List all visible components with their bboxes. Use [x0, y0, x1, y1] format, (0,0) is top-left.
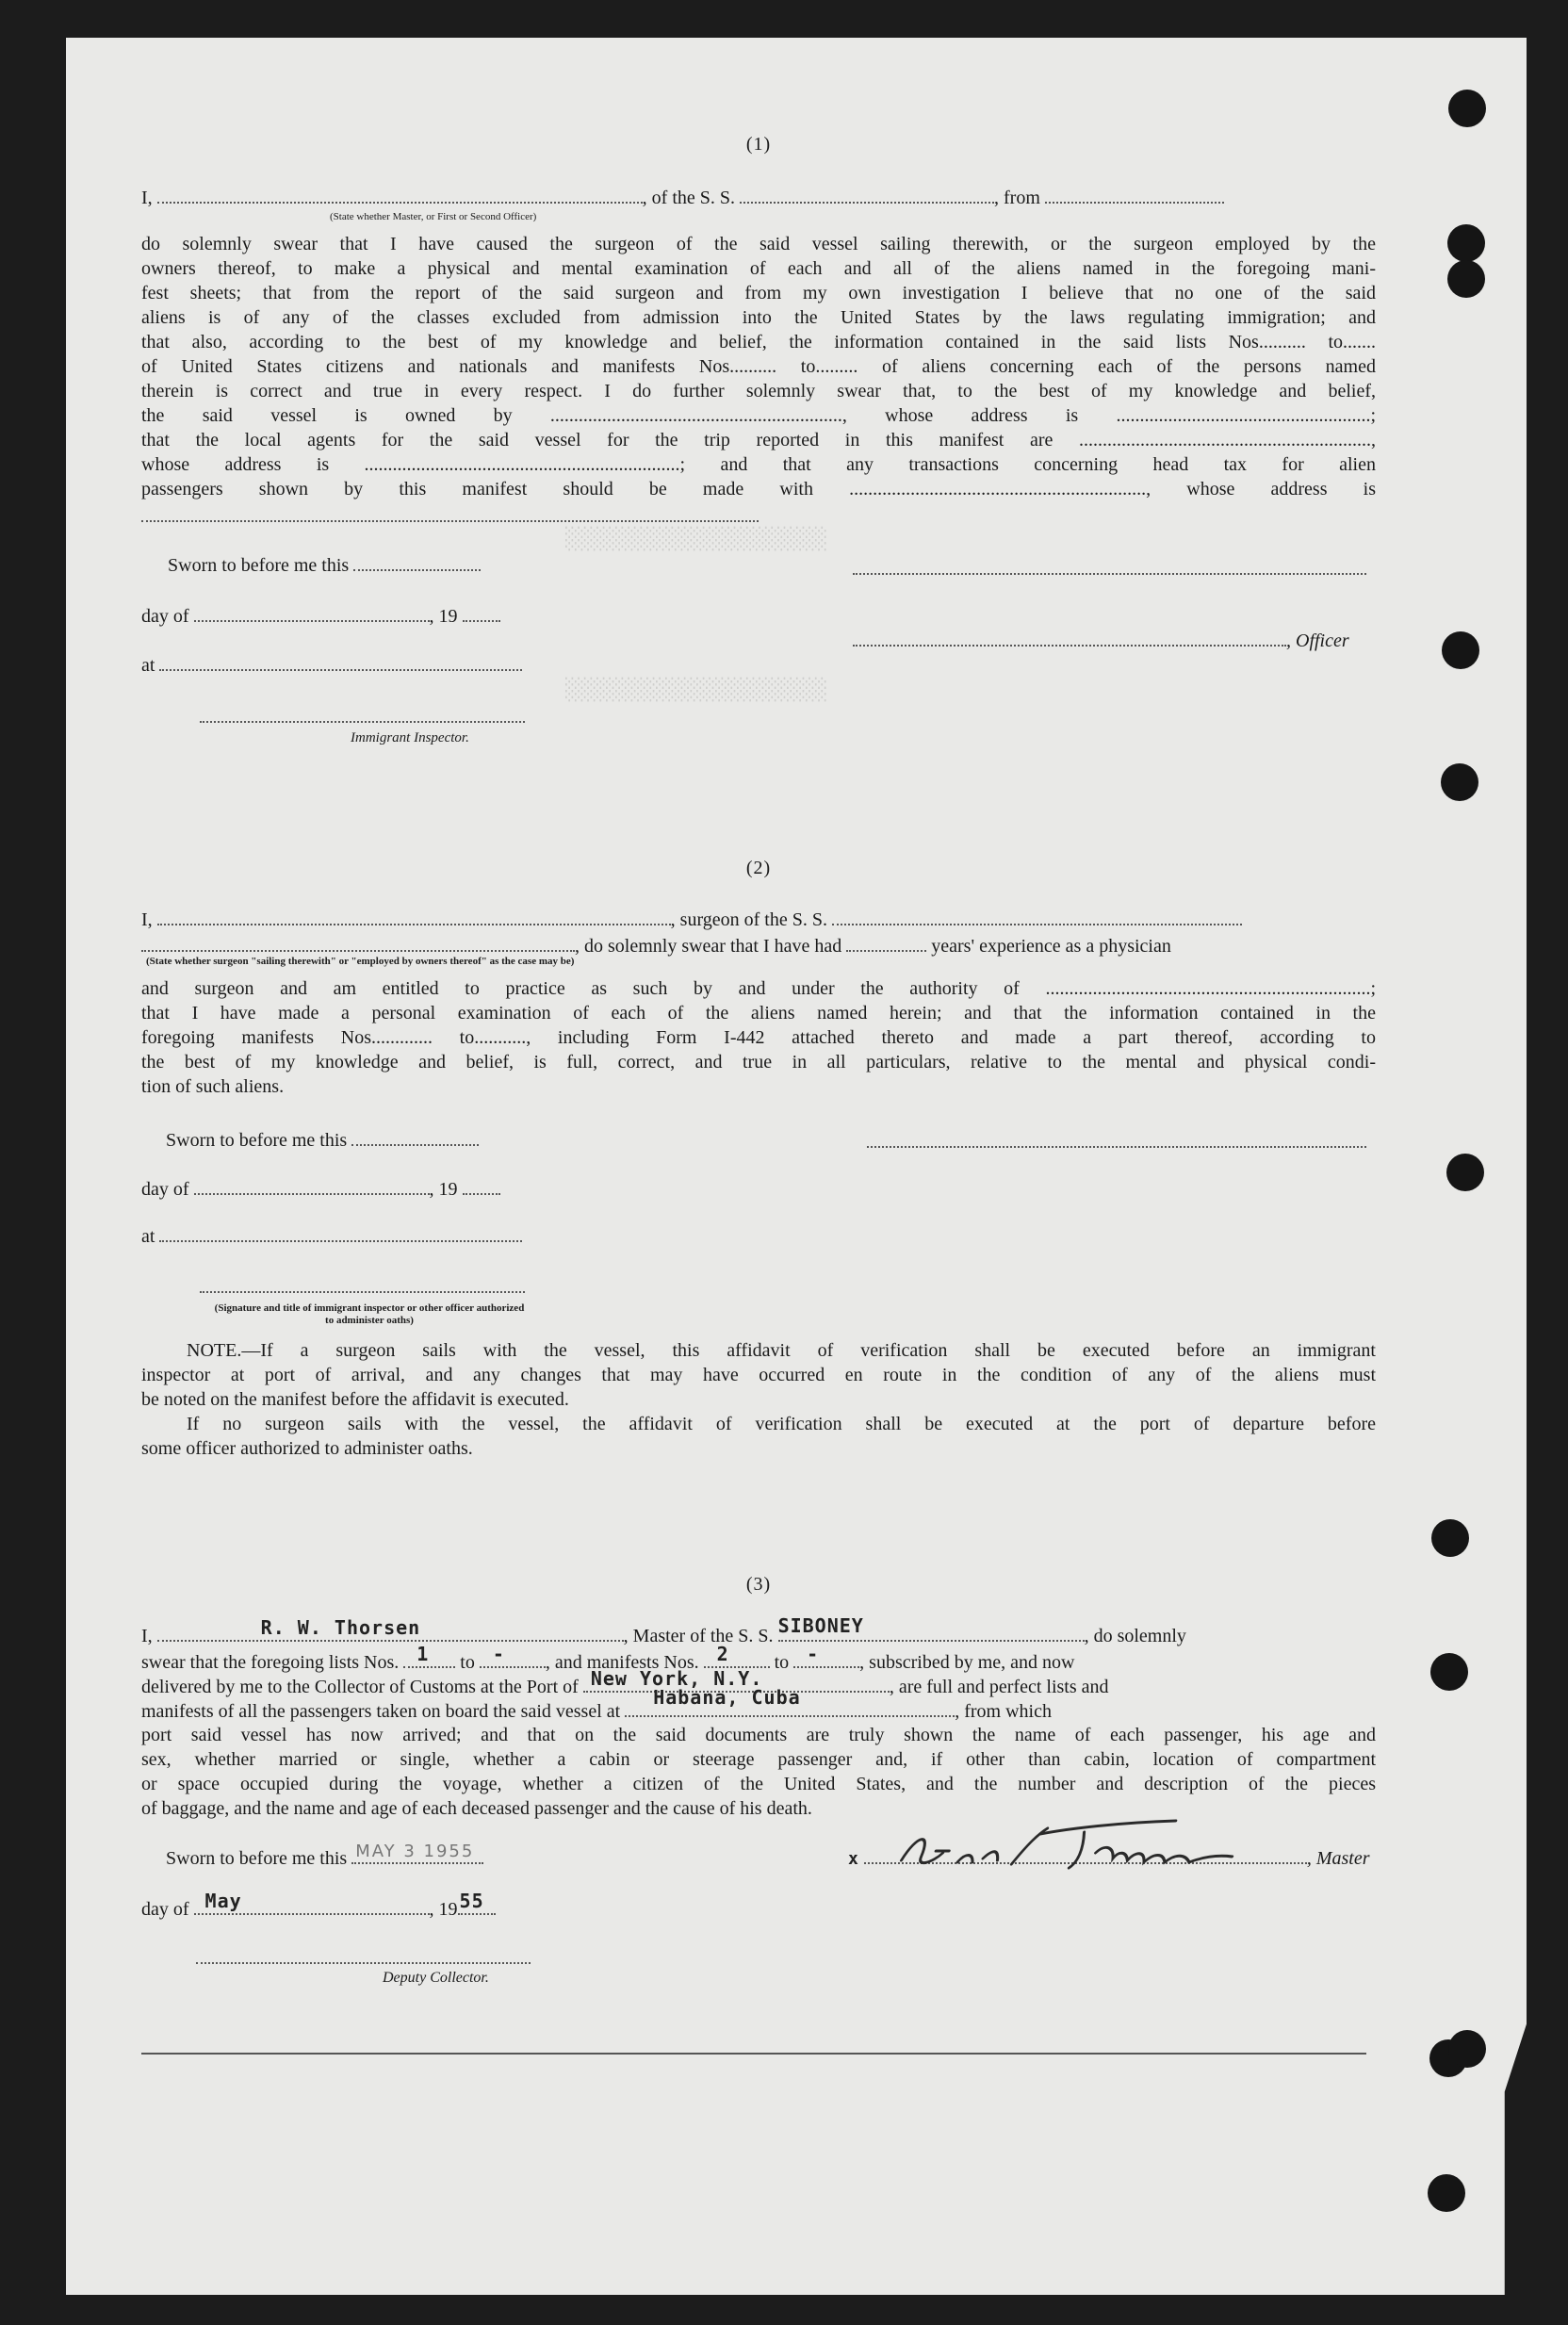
- inspector-caption: Immigrant Inspector.: [351, 730, 469, 745]
- section1-line1: I, , of the S. S. , from: [141, 185, 1376, 210]
- bleed-through-text: ░░░░░░░░░░░░░░░░░░░░░: [565, 679, 828, 702]
- master-name-field[interactable]: [157, 1616, 624, 1642]
- date-stamp: MAY 3 1955: [355, 1842, 475, 1861]
- section3-oath-text: port said vessel has now arrived; and that on the said documents are truly shown the name of each passenger, his age and sex, whether married or single, whether a cabin or steerage passenger and, if other than cabin, location of compartment or space occupied during the voyage, whether a citizen of the United States, and the number and description of the pieces of baggage, and the name and age of each deceased passenger and the cause of his death.: [141, 1725, 1376, 1819]
- origin-port-value: Habana, Cuba: [653, 1686, 801, 1709]
- year-field[interactable]: [458, 1890, 496, 1915]
- note-text: NOTE.—If a surgeon sails with the vessel, this affidavit of verification shall be executed before an immigrant inspector at port of arrival, and any changes that may have occurred en route in the condition of any of the aliens must be noted on the manifest before the affidavit is executed. If no surgeon sails with the vessel, the affidavit of verification shall be executed at the port of departure before some officer authorized to administer oaths.: [141, 1340, 1376, 1459]
- port-value: New York, N.Y.: [590, 1667, 763, 1690]
- punch-hole: [1448, 2030, 1486, 2068]
- list-to-value: -: [492, 1643, 505, 1665]
- vessel-name-field[interactable]: [740, 185, 994, 204]
- day-of-field[interactable]: [194, 1176, 430, 1195]
- surgeon-vessel-field[interactable]: [832, 907, 1242, 925]
- year-field[interactable]: [463, 603, 500, 622]
- list-to-field[interactable]: [480, 1643, 546, 1668]
- bleed-through-text: ░░░░░░░░░░░░░░░░░░░░░: [565, 528, 828, 551]
- agent-address-line: [141, 520, 759, 522]
- inspector-caption: (Signature and title of immigrant inspector or other officer authorized to administer oaths): [214, 1302, 525, 1326]
- master-signature: [887, 1815, 1300, 1881]
- punch-hole: [1447, 260, 1485, 298]
- surgeon-signature-line: [867, 1146, 1366, 1148]
- officer-signature-field[interactable]: [853, 628, 1286, 647]
- sworn-line: Sworn to before me this: [168, 552, 1376, 578]
- year-value: 55: [459, 1890, 484, 1912]
- manifest-to-field[interactable]: [793, 1643, 859, 1668]
- from-port-field[interactable]: [1045, 185, 1224, 204]
- list-from-field[interactable]: [403, 1643, 455, 1668]
- manifest-to-value: -: [807, 1643, 820, 1665]
- at-line: at: [141, 1223, 1376, 1249]
- ship-name-field[interactable]: [777, 1614, 1085, 1642]
- section-number: (2): [745, 858, 772, 878]
- punch-hole: [1428, 2174, 1465, 2212]
- at-line: at: [141, 652, 1376, 678]
- sworn-date-field[interactable]: [353, 552, 481, 571]
- section2-line2: , do solemnly swear that I have had years' experience as a physician: [141, 933, 1376, 958]
- manifest-from-value: 2: [716, 1643, 729, 1665]
- punch-hole: [1446, 1154, 1484, 1191]
- section-2: [141, 856, 1376, 1459]
- list-from-value: 1: [416, 1643, 430, 1665]
- at-location-field[interactable]: [159, 1223, 522, 1242]
- section3-line2: swear that the foregoing lists Nos. 1 to - , and manifests Nos. 2 to - , subscribed by me, and now: [141, 1643, 1075, 1673]
- section-number: (3): [745, 1574, 772, 1595]
- day-of-line: day of , 19: [141, 603, 1376, 629]
- section1-oath-text: do solemnly swear that I have caused the surgeon of the said vessel sailing therewith, or the surgeon employed by the owners thereof, to make a physical and mental examination of each and all of the aliens named in the foregoing mani- fest sheets; that from the report of the said surgeon and from my own investigation I believe that no one of the said aliens is of any of the classes excluded from admission into the United States by the laws regulating immigration; and that also, according to the best of my knowledge and belief, the information contained in the said lists Nos.......... to....... of United States citizens and nationals and manifests Nos.......... to......... of aliens concerning each of the persons named therein is correct and true in every respect. I do further solemnly swear that, to the best of my knowledge and belief, the said vessel is owned by .............................................................., whose address is ......................................................; that the local agents for the said vessel for the trip reported in this manifest are .............................................................., whose address is ...................................................................; and that any transactions concerning head tax for alien passengers shown by this manifest should be made with ..............................................................., whose address is: [141, 234, 1376, 499]
- master-name-value: R. W. Thorsen: [260, 1616, 421, 1639]
- sworn-date-field[interactable]: [351, 1127, 479, 1146]
- years-experience-field[interactable]: [846, 933, 926, 952]
- master-signature-line: x , Master: [848, 1845, 1376, 1872]
- origin-port-field[interactable]: [625, 1686, 955, 1717]
- handwritten-signature-icon: [887, 1815, 1300, 1881]
- year-field[interactable]: [463, 1176, 500, 1195]
- section-1: [141, 132, 1376, 745]
- punch-hole: [1441, 763, 1478, 801]
- officer-signature-top-line: [853, 573, 1366, 575]
- punch-hole: [1448, 90, 1486, 127]
- day-of-field[interactable]: [194, 603, 430, 622]
- sworn-date-field[interactable]: [351, 1842, 483, 1864]
- section-number: (1): [745, 134, 772, 155]
- bottom-rule: [141, 2053, 1366, 2055]
- officer-name-field[interactable]: [157, 185, 643, 204]
- section3-line4: manifests of all the passengers taken on board the said vessel at Habana, Cuba , from which: [141, 1686, 1052, 1722]
- surgeon-name-field[interactable]: [157, 907, 671, 925]
- punch-hole: [1447, 224, 1485, 262]
- inspector-signature-line: [200, 1291, 525, 1293]
- section2-line1: I, , surgeon of the S. S.: [141, 907, 1376, 932]
- punch-hole: [1442, 631, 1479, 669]
- inspector-signature-line: [200, 721, 525, 723]
- title-caption: (State whether Master, or First or Second Officer): [330, 211, 537, 222]
- section3-line3: delivered by me to the Collector of Customs at the Port of New York, N.Y. , are full and perfect lists and: [141, 1667, 1109, 1697]
- month-value: May: [204, 1890, 242, 1912]
- at-location-field[interactable]: [159, 652, 522, 671]
- punch-hole: [1431, 1519, 1469, 1557]
- day-of-line: day of , 19: [141, 1176, 1376, 1202]
- ship-name-value: SIBONEY: [777, 1614, 864, 1637]
- section2-oath-text: and surgeon and am entitled to practice as such by and under the authority of .....................................................................; that I have made a personal examination of each of the aliens named herein; and that the information contained in the foregoing manifests Nos............. to..........., including Form I-442 attached thereto and made a part thereof, according to the best of my knowledge and belief, is full, correct, and true in all particulars, relative to the mental and physical condi- tion of such aliens.: [141, 978, 1376, 1097]
- day-of-line: day of May , 19 55: [141, 1896, 1376, 1922]
- sworn-line: Sworn to before me this: [166, 1127, 1376, 1153]
- punch-hole: [1430, 1653, 1468, 1691]
- section3-line1: I, R. W. Thorsen , Master of the S. S. SIBONEY , do solemnly: [141, 1614, 1186, 1646]
- sworn-line: Sworn to before me this MAY 3 1955: [166, 1845, 1376, 1871]
- manifest-from-field[interactable]: [704, 1643, 770, 1668]
- officer-line: , Officer: [853, 628, 1376, 653]
- collector-signature-line: [196, 1962, 531, 1964]
- surgeon-caption: (State whether surgeon "sailing therewith" or "employed by owners thereof" as the case may be): [146, 956, 575, 967]
- collector-caption: Deputy Collector.: [383, 1970, 489, 1986]
- surgeon-status-field[interactable]: [141, 933, 575, 952]
- section-3: [141, 1572, 1376, 2006]
